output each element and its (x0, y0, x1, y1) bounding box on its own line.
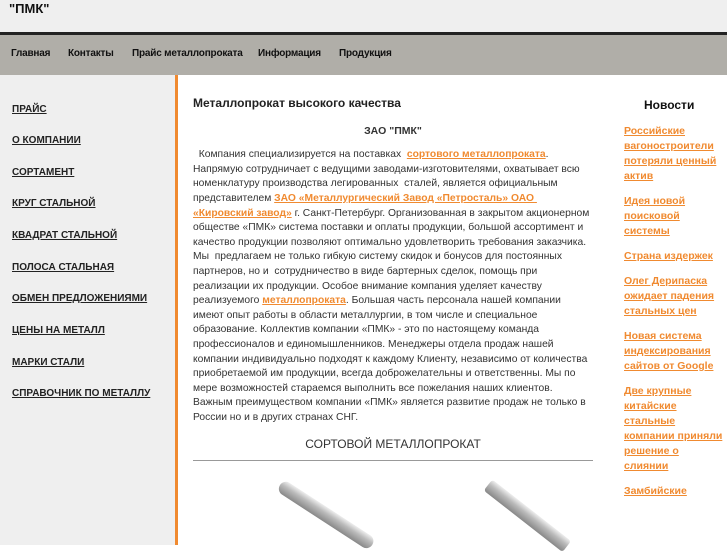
news-item[interactable]: Две крупные китайские стальные компании приняли решение о слиянии (624, 385, 723, 472)
section-title: СОРТОВОЙ МЕТАЛЛОПРОКАТ (305, 437, 481, 452)
round-bar-image[interactable] (276, 479, 376, 551)
news-item[interactable]: Олег Дерипаска ожидает падения стальных цен (624, 275, 715, 317)
nav-contacts[interactable]: Контакты (68, 48, 114, 59)
news-item[interactable]: Страна издержек (624, 250, 713, 262)
sidebar-item-grades[interactable]: МАРКИ СТАЛИ (12, 357, 85, 368)
sidebar-item-square[interactable]: КВАДРАТ СТАЛЬНОЙ (12, 230, 118, 241)
company-name: ЗАО "ПМК" (364, 124, 422, 137)
news-title: Новости (644, 98, 695, 112)
sidebar (0, 75, 178, 545)
sidebar-item-reference[interactable]: СПРАВОЧНИК ПО МЕТАЛЛУ (12, 388, 151, 399)
news-column (624, 96, 724, 509)
intro-text (193, 148, 593, 425)
nav-price[interactable]: Прайс металлопроката (132, 48, 243, 59)
text: . Напрямую сотрудничает с ведущими заводами-изготовителями, охватывает всю номенклатуру производства легированных сталей, является официальным представителем (193, 149, 583, 204)
page-title: Металлопрокат высокого качества (193, 96, 401, 110)
text: г. Санкт-Петербург. Организованная в закрытом акционерном обществе «ПМК» система поставки и оплаты продукции, большой ассортимент и качество продукции позволяют оптимально удовлетворить требования заказчика. Мы предлагаем не только гибкую систему скидок и бонусов для постоянных партнеров, но и сотрудничество в виде бартерных сделок, помощь при реализации их продукции. Особое внимание компания уделяет качеству реализуемого (193, 207, 593, 307)
news-item[interactable]: Российские вагоностроители потеряли ценный актив (624, 125, 717, 182)
header (0, 0, 727, 32)
sidebar-item-round[interactable]: КРУГ СТАЛЬНОЙ (12, 198, 96, 209)
news-item[interactable]: Замбийские (624, 485, 687, 497)
main-content (193, 96, 593, 461)
news-item[interactable]: Идея новой поисковой системы (624, 195, 686, 237)
square-bar-image[interactable] (484, 479, 571, 552)
top-nav (0, 35, 727, 75)
nav-products[interactable]: Продукция (339, 48, 392, 59)
news-item[interactable]: Новая система индексирования сайтов от Google (624, 330, 714, 372)
link-metal[interactable]: металлопроката (262, 295, 346, 307)
sidebar-item-exchange[interactable]: ОБМЕН ПРЕДЛОЖЕНИЯМИ (12, 293, 148, 304)
link-petrostal[interactable]: ЗАО «Металлургический Завод «Петросталь» ОАО «Кировский завод» (193, 192, 537, 219)
sidebar-item-strip[interactable]: ПОЛОСА СТАЛЬНАЯ (12, 262, 115, 273)
divider (193, 460, 593, 461)
link-long-products[interactable]: сортового металлопроката (406, 149, 546, 161)
nav-info[interactable]: Информация (258, 48, 321, 59)
sidebar-item-price[interactable]: ПРАЙС (12, 104, 47, 115)
logo: "ПМК" (9, 1, 50, 16)
text: Компания специализируется на поставках (193, 149, 407, 161)
sidebar-item-prices[interactable]: ЦЕНЫ НА МЕТАЛЛ (12, 325, 105, 336)
text: . Большая часть персонала нашей компании имеют опыт работы в области металлургии, в том числе и специальное образование. Коллектив компании «ПМК» - это по настоящему команда профессионалов и единомышленников. Менеджеры отдела продаж нашей компании индивидуально подходят к каждому Клиенту, независимо от количества приобретаемой им продукции, всегда доброжелательны и ответственны. Мы по мере возможностей стараемся выполнить все пожелания наших клиентов. Важным преимуществом компании «ПМК» является развитие продаж не только в России но и в других странах СНГ. (193, 295, 591, 423)
nav-home[interactable]: Главная (11, 48, 51, 59)
sidebar-item-about[interactable]: О КОМПАНИИ (12, 135, 81, 146)
sidebar-item-assortment[interactable]: СОРТАМЕНТ (12, 167, 75, 178)
